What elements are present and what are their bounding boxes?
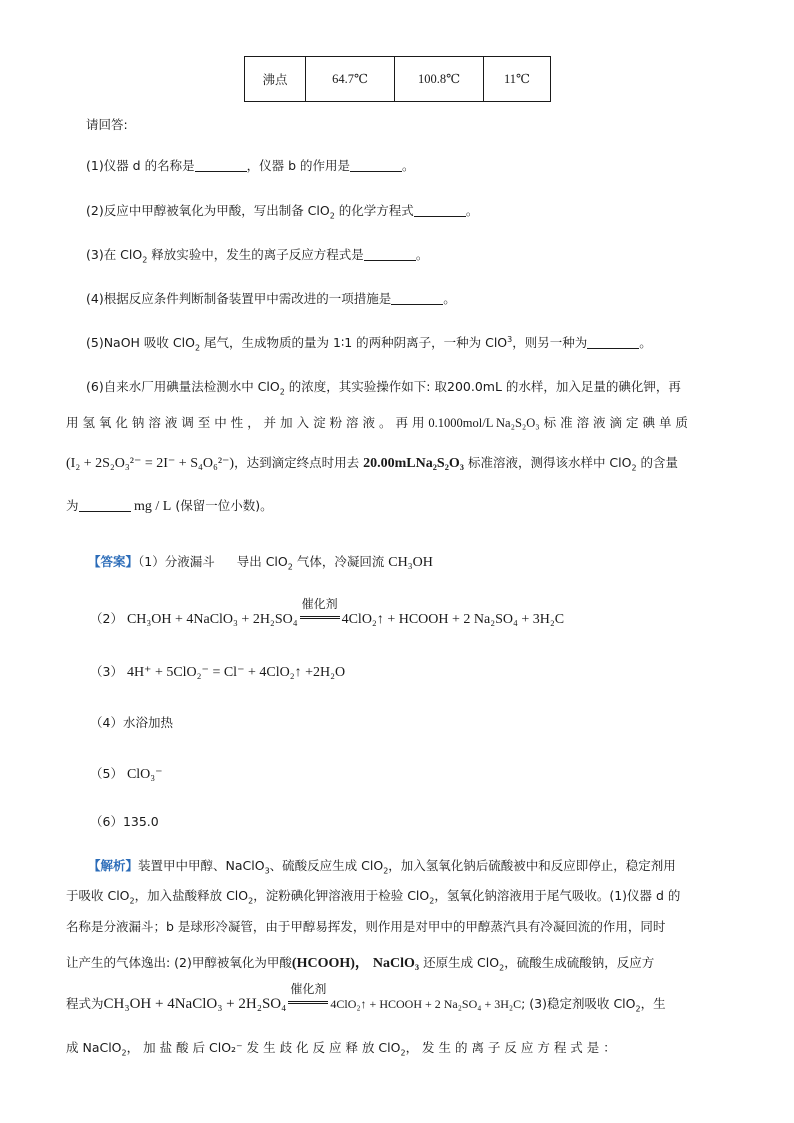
- a1-text-1: 分液漏斗: [164, 554, 215, 569]
- analysis-l1b-sub: 2: [383, 866, 389, 876]
- analysis-l4b: 还原生成 ClO: [419, 955, 500, 970]
- q2-sub: 2: [329, 211, 335, 221]
- analysis-line-6: [66, 1039, 794, 1057]
- q5-mid: 尾气，生成物质的量为 1∶1 的两种阴离子，一种为 ClO: [200, 335, 508, 350]
- q6-line3-sub: 2: [631, 463, 637, 473]
- q1-blank-1: [195, 158, 247, 172]
- q6-line2-post: 标 准 溶 液 滴 定 碘 单 质: [539, 415, 688, 430]
- a1-formula: CH₃OH: [388, 555, 433, 570]
- a2-equation-right: 4ClO₂↑ + HCOOH + 2 Na₂SO₄ + 3H₂C: [341, 612, 565, 627]
- analysis-l6a-sub: 2: [121, 1048, 127, 1058]
- analysis-l5b: ; (3)稳定剂吸收 ClO: [521, 996, 636, 1011]
- analysis-l4-bold-1: (HCOOH)，: [291, 956, 369, 971]
- question-1: [86, 157, 794, 175]
- analysis-l5-equals-sign: [288, 1001, 328, 1004]
- question-6-line-3: [66, 454, 794, 473]
- q2-post: 的化学方程式: [334, 203, 414, 218]
- analysis-l1a-sub: 3: [264, 866, 270, 876]
- table-value-cell: 100.8℃: [395, 57, 484, 102]
- q6-line3-mid: ，达到滴定终点时用去: [234, 455, 364, 470]
- q1-suffix: 。: [401, 158, 415, 173]
- q3-blank: [364, 247, 416, 261]
- analysis-line-3: [66, 918, 794, 936]
- question-4: [86, 290, 794, 308]
- q3-post: 释放实验中，发生的离子反应方程式是: [147, 247, 364, 262]
- analysis-l6a: 成 NaClO: [66, 1040, 122, 1055]
- analysis-l5-catalyst-label: 催化剂: [290, 982, 327, 996]
- analysis-l1b: 、硫酸反应生成 ClO: [269, 858, 384, 873]
- analysis-l5c: ，生: [640, 996, 666, 1011]
- q5-post: ，则另一种为: [512, 335, 588, 350]
- a3-equation: 4H⁺ + 5ClO₂⁻ = Cl⁻ + 4ClO₂↑ +2H₂O: [126, 665, 346, 680]
- q4-blank: [391, 291, 443, 305]
- a2-catalyst-label: 催化剂: [301, 597, 338, 611]
- a3-num: （3）: [90, 664, 123, 679]
- a2-equation-left: CH₃OH + 4NaClO₃ + 2H₂SO₄: [126, 612, 298, 627]
- question-6-line-4: [66, 497, 794, 516]
- table-value-cell: 64.7℃: [306, 57, 395, 102]
- analysis-l5a: 程式为: [66, 996, 104, 1011]
- question-6-line-1: [86, 378, 794, 396]
- q6-line1-sub: 2: [279, 387, 285, 397]
- q2-pre: (2)反应中甲醇被氧化为甲酸，写出制备 ClO: [86, 203, 330, 218]
- analysis-l3: 名称是分液漏斗；b 是球形冷凝管，由于甲醇易挥发，则作用是对甲中的甲醇蒸汽具有冷凝回流的作用，同时: [66, 919, 666, 934]
- q6-line3-end: 的含量: [636, 455, 679, 470]
- table-label-cell: 沸点: [245, 57, 306, 102]
- analysis-l6c: 发 生 歧 化 反 应 释 放 ClO: [242, 1040, 401, 1055]
- a4-text: 水浴加热: [122, 715, 173, 730]
- analysis-l2d: ，氢氧化钠溶液用于尾气吸收。(1)仪器 d 的: [434, 888, 681, 903]
- boiling-point-table: [244, 56, 551, 102]
- analysis-l5-catalyst-arrow: [288, 982, 328, 1013]
- intro-text: 请回答:: [86, 117, 128, 132]
- q6-line3-post: 标准溶液，测得该水样中 ClO: [463, 455, 632, 470]
- a5-num: （5）: [90, 766, 123, 781]
- q6-line2-salt: Na₂S₂O₃: [492, 416, 540, 430]
- q6-line1-post: 的浓度，其实验操作如下: 取200.0mL 的水样，加入足量的碘化钾，再: [284, 379, 681, 394]
- q3-sub: 2: [142, 255, 148, 265]
- analysis-tag: 【解析】: [88, 858, 139, 873]
- q6-blank: [79, 498, 131, 512]
- a5-text: ClO₃⁻: [126, 767, 163, 782]
- q5-blank: [587, 335, 639, 349]
- table-row: [245, 57, 551, 102]
- analysis-l4c: ，硫酸生成硫酸钠，反应方: [504, 955, 655, 970]
- analysis-line-5: [66, 982, 794, 1014]
- q5-sup: 3: [507, 334, 513, 344]
- answer-6: [90, 813, 794, 831]
- answer-tag: 【答案】: [88, 554, 139, 569]
- q2-suffix: 。: [465, 203, 479, 218]
- q6-line2-pre: 用 氢 氧 化 钠 溶 液 调 至 中 性 ， 并 加 入 淀 粉 溶 液 。 再 用: [66, 415, 429, 430]
- q6-line4-post: (保留一位小数)。: [171, 498, 273, 513]
- a1-text-2: 导出 ClO: [236, 554, 288, 569]
- q1-mid: ，仪器 b 的作用是: [246, 158, 350, 173]
- a6-text: 135.0: [122, 814, 159, 829]
- q3-pre: (3)在 ClO: [86, 247, 143, 262]
- answer-4: [90, 714, 794, 732]
- a2-num: （2）: [90, 611, 123, 626]
- answer-2: [90, 597, 794, 629]
- q5-pre: (5)NaOH 吸收 ClO: [86, 335, 195, 350]
- q6-iodine-equation: (I₂ + 2S₂O₃²⁻ = 2I⁻ + S₄O₆²⁻): [66, 456, 235, 471]
- q5-suffix: 。: [639, 335, 652, 350]
- analysis-l4b-sub: 2: [499, 963, 505, 973]
- q6-line2-conc: 0.1000mol/L: [428, 416, 493, 430]
- analysis-l6c-sub: 2: [400, 1048, 406, 1058]
- analysis-l2c: ，淀粉碘化钾溶液用于检验 ClO: [253, 888, 430, 903]
- a1-sub: 2: [287, 562, 293, 572]
- analysis-l2b-sub: 2: [248, 896, 254, 906]
- q4-text: (4)根据反应条件判断制备装置甲中需改进的一项措施是: [86, 291, 392, 306]
- question-5: [86, 334, 794, 352]
- analysis-l2a: 于吸收 ClO: [66, 888, 130, 903]
- question-6-line-2: [66, 414, 794, 432]
- a4-num: （4）: [90, 715, 123, 730]
- analysis-l2a-sub: 2: [129, 896, 135, 906]
- q2-blank: [414, 203, 466, 217]
- analysis-l5-equation-left: CH₃OH + 4NaClO₃ + 2H₂SO₄: [103, 996, 287, 1012]
- q4-suffix: 。: [443, 291, 456, 306]
- a2-catalyst-arrow: [300, 597, 340, 628]
- q1-prefix: (1)仪器 d 的名称是: [86, 158, 195, 173]
- question-2: [86, 202, 794, 220]
- q6-line3-bold: 20.00mLNa₂S₂O₃: [363, 456, 464, 471]
- answer-3: [90, 663, 794, 682]
- question-3: [86, 246, 794, 264]
- a1-text-3: 气体，冷凝回流: [292, 554, 389, 569]
- analysis-l2b: ，加入盐酸释放 ClO: [134, 888, 249, 903]
- analysis-line-1: [88, 857, 794, 875]
- q6-line4-pre: 为: [66, 498, 79, 513]
- q6-line1-pre: (6)自来水厂用碘量法检测水中 ClO: [86, 379, 280, 394]
- analysis-l1c: ，加入氢氧化钠后硫酸被中和反应即停止，稳定剂用: [388, 858, 676, 873]
- analysis-line-4: [66, 954, 794, 973]
- q6-line4-unit: mg / L: [130, 499, 172, 514]
- a1-num: （1）: [138, 554, 165, 569]
- q1-blank-2: [350, 158, 402, 172]
- answer-5: [90, 765, 794, 784]
- table-value-cell: 11℃: [484, 57, 551, 102]
- q3-suffix: 。: [415, 247, 429, 262]
- q5-sub: 2: [194, 343, 201, 353]
- analysis-line-2: [66, 887, 794, 905]
- analysis-l6d: ， 发 生 的 离 子 反 应 方 程 式 是 ：: [405, 1040, 616, 1055]
- answer-1: [88, 553, 794, 572]
- a2-equals-sign: [300, 616, 340, 619]
- analysis-l5-equation-right: 4ClO₂↑ + HCOOH + 2 Na₂SO₄ + 3H₂C: [330, 997, 522, 1011]
- analysis-l5b-sub: 2: [635, 1004, 641, 1014]
- analysis-l2c-sub: 2: [429, 896, 435, 906]
- analysis-l6b: ， 加 盐 酸 后 ClO₂⁻: [126, 1040, 243, 1055]
- a6-num: （6）: [90, 814, 123, 829]
- analysis-l4-bold-2: NaClO₃: [372, 956, 420, 971]
- analysis-l1a: 装置甲中甲醇、NaClO: [138, 858, 265, 873]
- analysis-l4a: 让产生的气体逸出: (2)甲醇被氧化为甲酸: [66, 955, 292, 970]
